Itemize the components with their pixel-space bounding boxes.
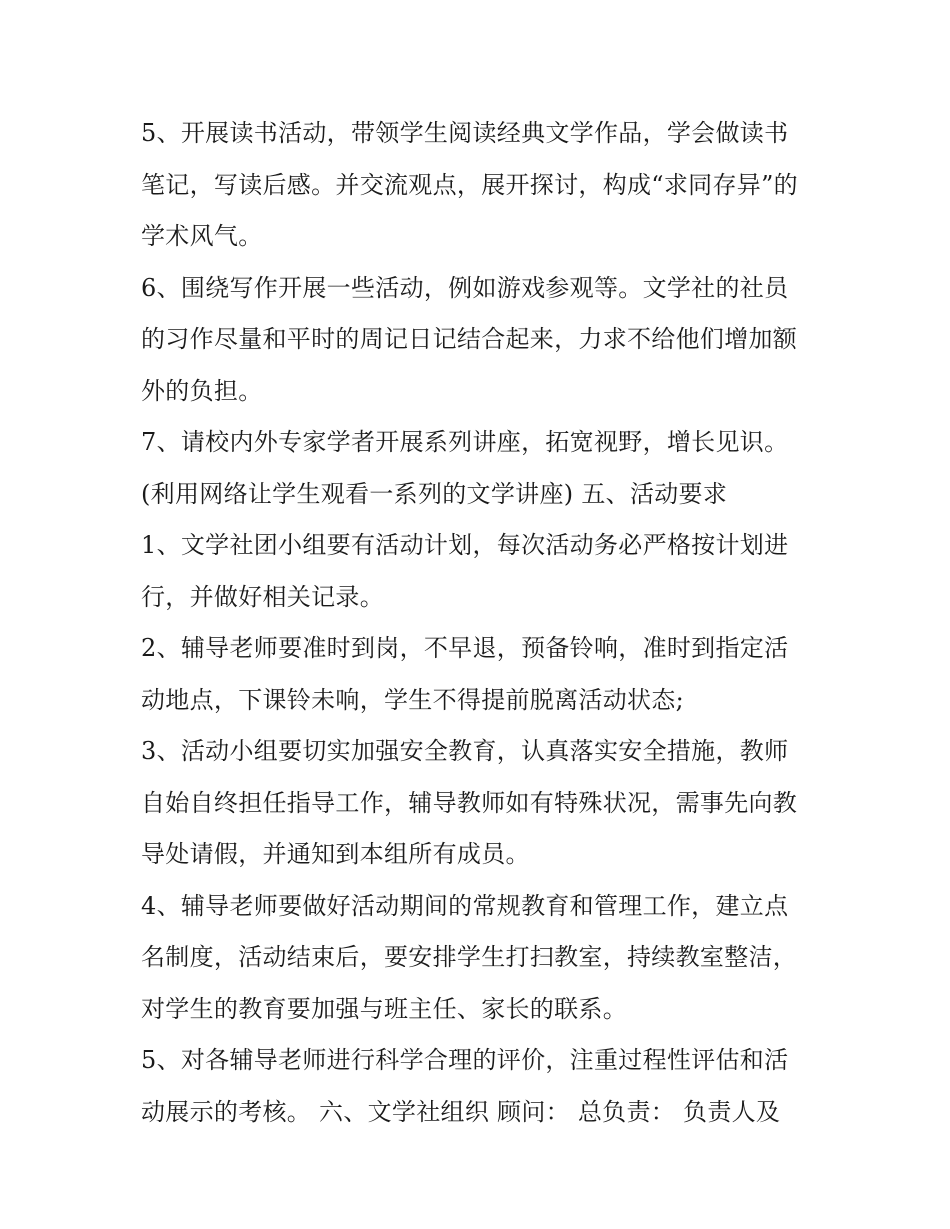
document-body <box>141 108 831 1138</box>
text-line: 7、请校内外专家学者开展系列讲座，拓宽视野，增长见识。 <box>141 428 789 456</box>
text-line: 2、辅导老师要准时到岗，不早退，预备铃响，准时到指定活 <box>141 634 789 662</box>
text-line: 对学生的教育要加强与班主任、家长的联系。 <box>141 994 627 1023</box>
text-line: 名制度，活动结束后，要安排学生打扫教室，持续教室整洁， <box>141 943 798 971</box>
text-line: 动地点，下课铃未响，学生不得提前脱离活动状态; <box>141 685 684 714</box>
text-line: 5、对各辅导老师进行科学合理的评价，注重过程性评估和活 <box>141 1046 789 1074</box>
text-line: 自始自终担任指导工作，辅导教师如有特殊状况，需事先向教 <box>141 788 798 817</box>
text-line: 行，并做好相关记录。 <box>141 582 384 611</box>
text-line: 5、开展读书活动，带领学生阅读经典文学作品，学会做读书 <box>141 119 789 147</box>
text-line: 4、辅导老师要做好活动期间的常规教育和管理工作，建立点 <box>141 891 789 920</box>
text-line: 3、活动小组要切实加强安全教育，认真落实安全措施，教师 <box>141 737 789 765</box>
text-line: 导处请假，并通知到本组所有成员。 <box>141 840 530 868</box>
text-line: 学术风气。 <box>141 222 263 250</box>
text-line: 笔记，写读后感。并交流观点，展开探讨，构成“求同存异”的 <box>141 170 798 199</box>
text-line: 6、围绕写作开展一些活动，例如游戏参观等。文学社的社员 <box>141 273 789 302</box>
text-line: 1、文学社团小组要有活动计划，每次活动务必严格按计划进 <box>141 531 789 559</box>
text-line: (利用网络让学生观看一系列的文学讲座) 五、活动要求 <box>141 479 728 508</box>
text-line: 的习作尽量和平时的周记日记结合起来，力求不给他们增加额 <box>141 325 798 353</box>
text-line: 外的负担。 <box>141 376 263 405</box>
text-line: 动展示的考核。 六、文学社组织 顾问： 总负责： 负责人及 <box>141 1097 781 1126</box>
